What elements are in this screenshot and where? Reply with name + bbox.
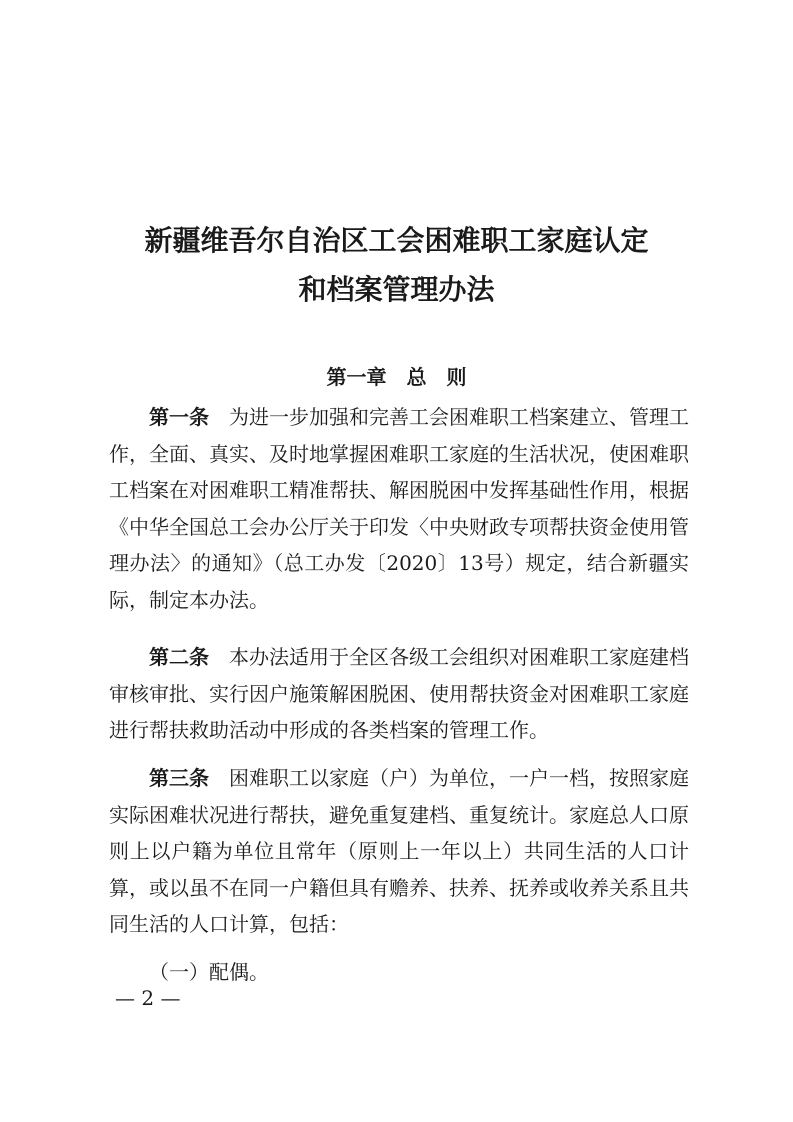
article-1: [109, 399, 689, 619]
article-1-label: 第一条: [149, 405, 209, 429]
article-3-label: 第三条: [149, 766, 209, 790]
article-2: [109, 639, 689, 749]
page-number: — 2 —: [115, 986, 181, 1010]
document-title-line-1: 新疆维吾尔自治区工会困难职工家庭认定: [144, 224, 649, 257]
chapter-heading: 第一章 总 则: [326, 365, 467, 389]
article-3-text: 困难职工以家庭（户）为单位，一户一档，按照家庭实际困难状况进行帮扶，避免重复建档、重复统计。家庭总人口原则上以户籍为单位且常年（原则上一年以上）共同生活的人口计算，或以虽不在同一户籍但具有赡养、扶养、抚养或收养关系且共同生活的人口计算，包括：: [109, 766, 689, 937]
article-1-text: 为进一步加强和完善工会困难职工档案建立、管理工作，全面、真实、及时地掌握困难职工家庭的生活状况，使困难职工档案在对困难职工精准帮扶、解困脱困中发挥基础性作用，根据《中华全国总工会办公厅关于印发〈中央财政专项帮扶资金使用管理办法〉的通知》（总工办发〔2020〕13号）规定，结合新疆实际，制定本办法。: [109, 405, 689, 612]
article-3: [109, 760, 689, 943]
list-item: （一）配偶。: [149, 960, 269, 984]
article-2-label: 第二条: [149, 645, 209, 669]
article-2-text: 本办法适用于全区各级工会组织对困难职工家庭建档审核审批、实行因户施策解困脱困、使用帮扶资金对困难职工家庭进行帮扶救助活动中形成的各类档案的管理工作。: [109, 645, 689, 743]
document-title-line-2: 和档案管理办法: [298, 273, 495, 306]
